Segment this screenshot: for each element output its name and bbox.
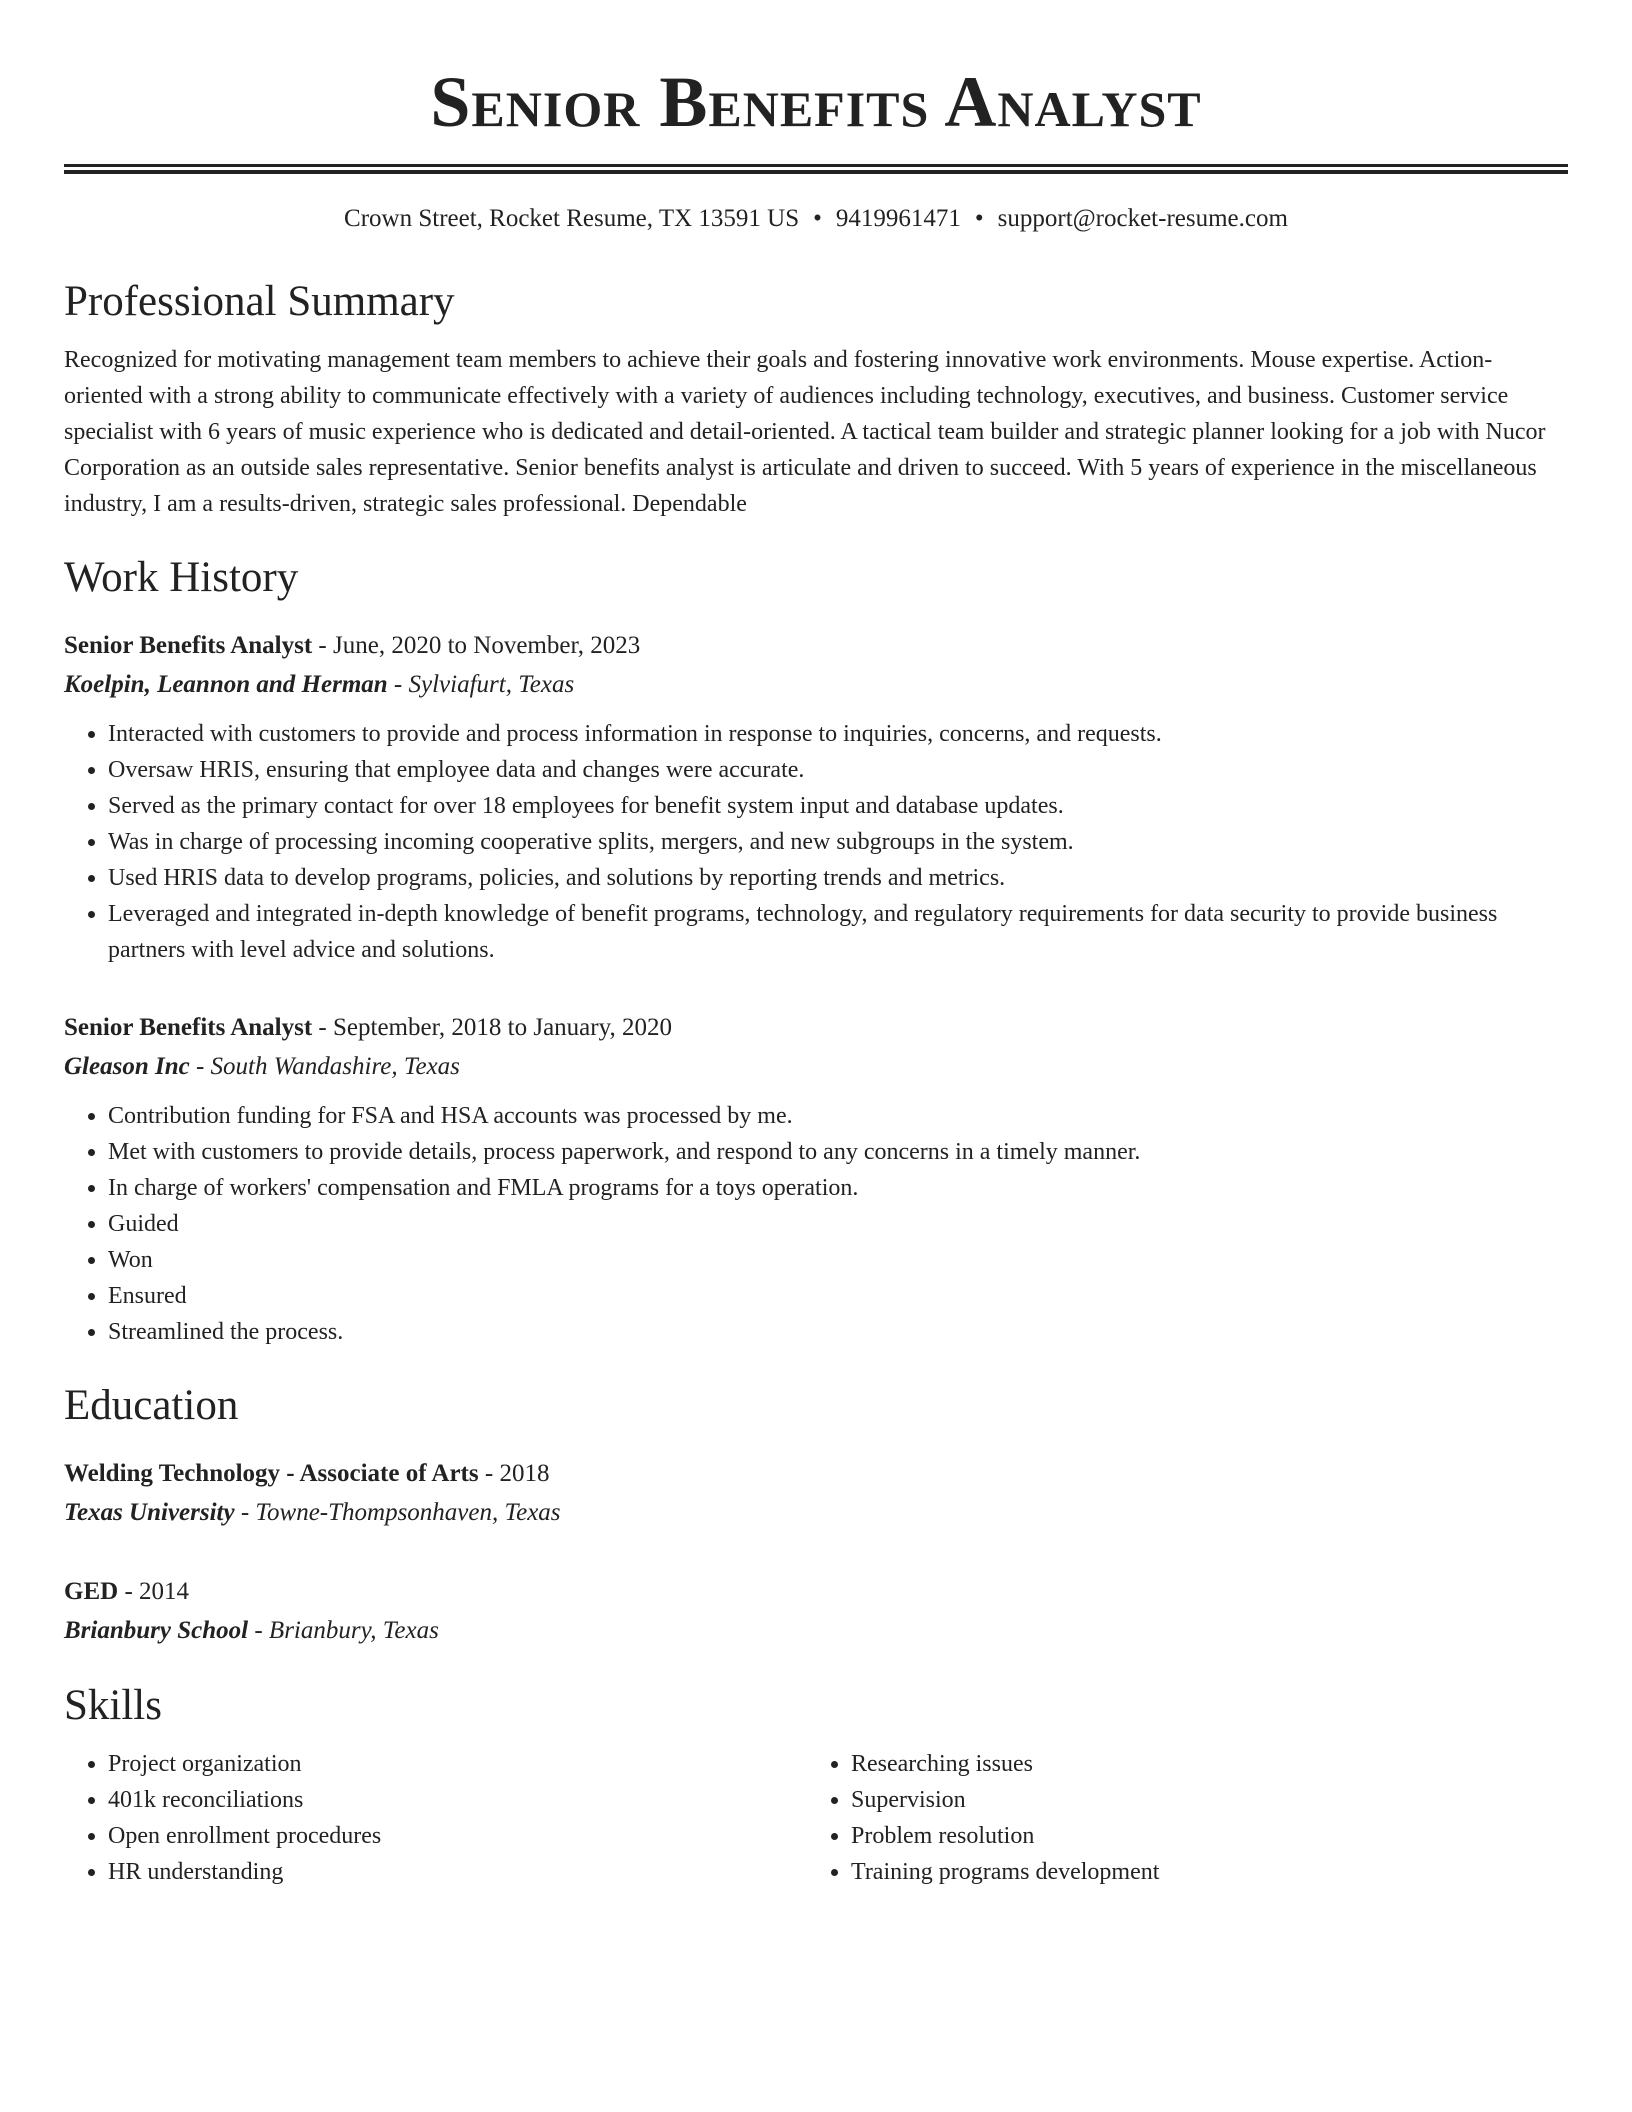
job-role: Senior Benefits Analyst [64,1014,313,1041]
education-school: Brianbury School [64,1617,249,1644]
education-year: - 2018 [478,1460,550,1487]
education-degree-line [64,1572,1568,1611]
job-entry [64,626,1568,968]
education-entry [64,1572,1568,1650]
title-divider [64,164,1568,174]
education-location: - Brianbury, Texas [248,1617,439,1644]
job-location: - Sylviafurt, Texas [387,671,575,698]
education-location: - Towne-Thompsonhaven, Texas [234,1499,561,1526]
job-title-line [64,1008,1568,1047]
contact-phone: 9419961471 [835,205,961,232]
skill-item: • Supervision [851,1782,1550,1818]
job-company: Koelpin, Leannon and Herman [64,671,388,698]
skill-item: • Project organization [108,1746,807,1782]
education-degree: GED [64,1578,119,1605]
skill-item: • 401k reconciliations [108,1782,807,1818]
job-bullet: • Ensured [108,1278,1568,1314]
skill-item: • Open enrollment procedures [108,1818,807,1854]
job-bullet: • In charge of workers' compensation and FMLA programs for a toys operation. [108,1170,1568,1206]
job-location: - South Wandashire, Texas [189,1053,460,1080]
contact-email: support@rocket-resume.com [997,205,1288,232]
job-bullet: • Won [108,1242,1568,1278]
job-bullet: • Interacted with customers to provide and process information in response to inquiries, concerns, and requests. [108,716,1568,752]
work-history-heading: Work History [64,554,299,601]
education-degree: Welding Technology - Associate of Arts [64,1460,479,1487]
job-role: Senior Benefits Analyst [64,632,313,659]
job-bullet: • Served as the primary contact for over 18 employees for benefit system input and database updates. [108,788,1568,824]
skill-item: • Training programs development [851,1854,1550,1890]
contact-separator: • [813,205,822,232]
education-degree-line [64,1454,1568,1493]
skills-column-left [64,1746,807,1890]
skills-column-right [807,1746,1550,1890]
summary-text: Recognized for motivating management team members to achieve their goals and fostering innovative work environments. Mouse expertise. Action-oriented with a strong ability to communicate effectively with a variety of audiences including technology, executives, and business. Customer service specialist with 6 years of music experience who is dedicated and detail-oriented. A tactical team builder and strategic planner looking for a job with Nucor Corporation as an outside sales representative. Senior benefits analyst is articulate and driven to succeed. With 5 years of experience in the miscellaneous industry, I am a results-driven, strategic sales professional. Dependable [64,347,1546,517]
skills-list [64,1746,1568,1890]
education-school-line [64,1611,1568,1650]
skill-item: • Researching issues [851,1746,1550,1782]
job-dates: - June, 2020 to November, 2023 [312,632,641,659]
skill-item: • Problem resolution [851,1818,1550,1854]
job-bullet: • Was in charge of processing incoming cooperative splits, mergers, and new subgroups in the system. [108,824,1568,860]
education-school: Texas University [64,1499,235,1526]
job-bullet: • Used HRIS data to develop programs, policies, and solutions by reporting trends and metrics. [108,860,1568,896]
education-entry [64,1454,1568,1532]
job-bullet: • Contribution funding for FSA and HSA accounts was processed by me. [108,1098,1568,1134]
contact-line [64,202,1568,236]
job-bullets [64,716,1568,968]
skill-item: • HR understanding [108,1854,807,1890]
summary-heading: Professional Summary [64,278,455,325]
contact-address: Crown Street, Rocket Resume, TX 13591 US [344,205,800,232]
education-year: - 2014 [118,1578,190,1605]
job-bullet: • Streamlined the process. [108,1314,1568,1350]
job-company: Gleason Inc [64,1053,190,1080]
contact-separator: • [974,205,984,232]
job-bullet: • Oversaw HRIS, ensuring that employee data and changes were accurate. [108,752,1568,788]
job-bullets [64,1098,1568,1350]
education-heading: Education [64,1382,239,1429]
job-entry [64,1008,1568,1350]
job-bullet: • Met with customers to provide details, process paperwork, and respond to any concerns in a timely manner. [108,1134,1568,1170]
job-company-line [64,665,1568,704]
job-company-line [64,1047,1568,1086]
skills-heading: Skills [64,1682,162,1729]
job-dates: - September, 2018 to January, 2020 [312,1014,672,1041]
job-bullet: • Guided [108,1206,1568,1242]
education-school-line [64,1493,1568,1532]
job-title-line [64,626,1568,665]
job-bullet: • Leveraged and integrated in-depth knowledge of benefit programs, technology, and regulatory requirements for data security to provide business partners with level advice and solutions. [108,896,1568,968]
page-title: Senior Benefits Analyst [430,62,1202,142]
